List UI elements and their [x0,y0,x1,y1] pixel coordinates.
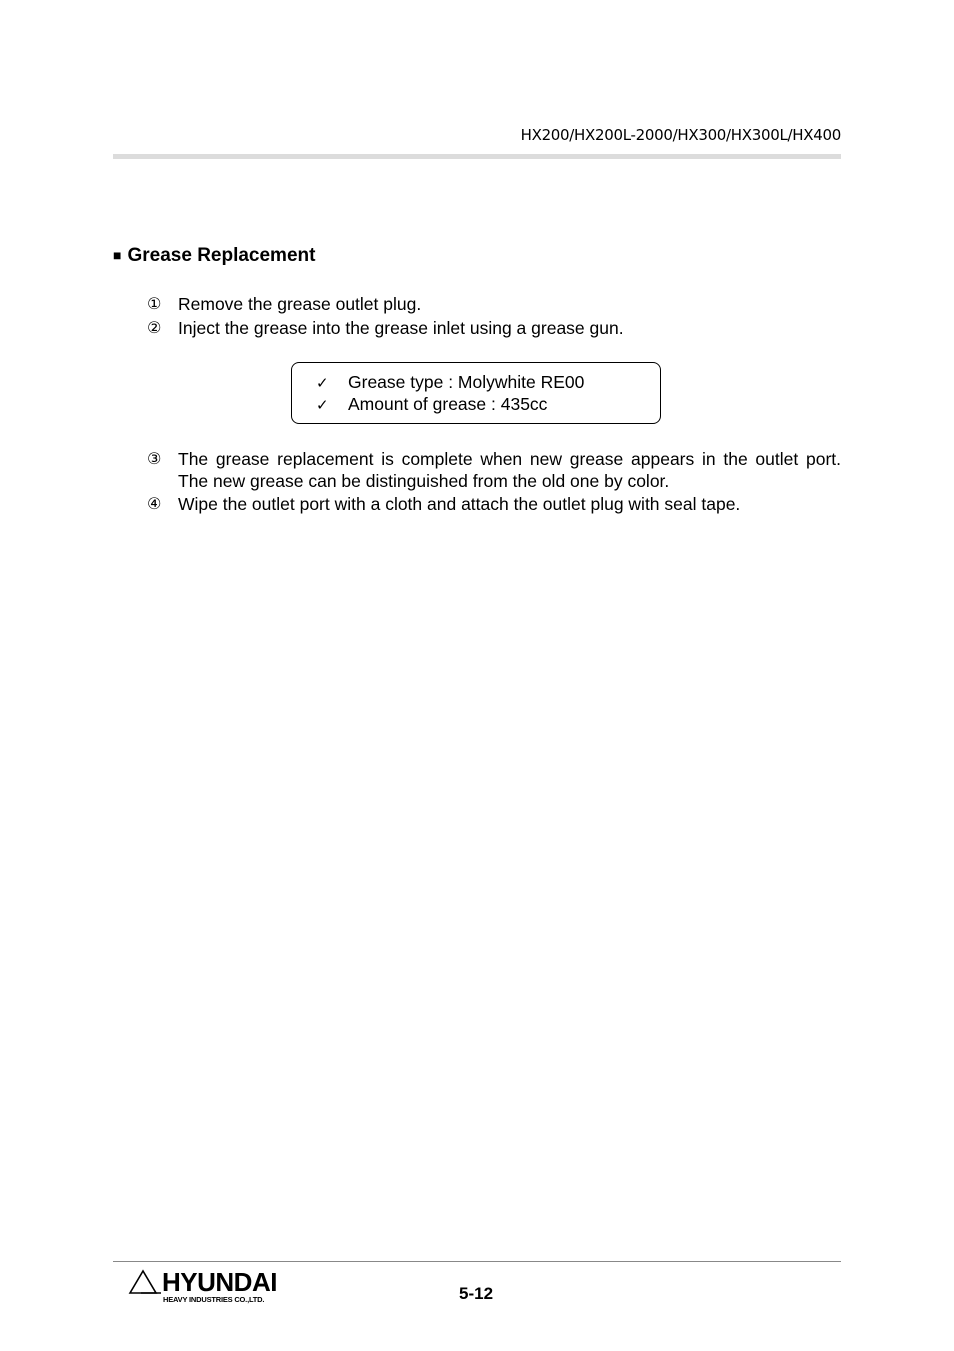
note-item-grease-type [316,372,584,393]
step-text: The grease replacement is complete when new grease appears in the outlet port. The new grease can be distinguished from the old one by color. [178,449,841,491]
note-item-text: Amount of grease : 435cc [348,394,548,414]
logo-wordmark: HYUNDAI [162,1267,277,1297]
square-bullet-icon: ■ [113,247,122,263]
step-text: Inject the grease into the grease inlet using a grease gun. [178,318,624,338]
header-divider [113,154,841,159]
header-model-title: HX200/HX200L-2000/HX300/HX300L/HX400 [520,126,841,144]
step-number: ④ [147,494,162,513]
section-heading-text: Grease Replacement [127,245,316,266]
list-item-step-2 [147,317,841,339]
note-item-grease-amount [316,394,547,415]
note-item-text: Grease type : Molywhite RE00 [348,372,585,392]
footer-divider [113,1261,841,1262]
list-item-step-4 [147,493,841,515]
hyundai-logo [128,1268,298,1308]
step-text: Wipe the outlet port with a cloth and attach the outlet plug with seal tape. [178,494,741,514]
step-number: ② [147,318,162,337]
page-number: 5-12 [459,1284,494,1303]
grease-spec-note-box [291,362,661,424]
logo-triangle-icon [128,1268,162,1296]
logo-subtitle: HEAVY INDUSTRIES CO.,LTD. [163,1295,265,1304]
step-number: ③ [147,449,162,468]
section-heading [113,245,315,267]
checkmark-icon: ✓ [316,396,329,414]
step-text: Remove the grease outlet plug. [178,294,422,314]
step-number: ① [147,294,162,313]
list-item-step-1 [147,293,841,315]
checkmark-icon: ✓ [316,374,329,392]
list-item-step-3 [147,448,841,492]
